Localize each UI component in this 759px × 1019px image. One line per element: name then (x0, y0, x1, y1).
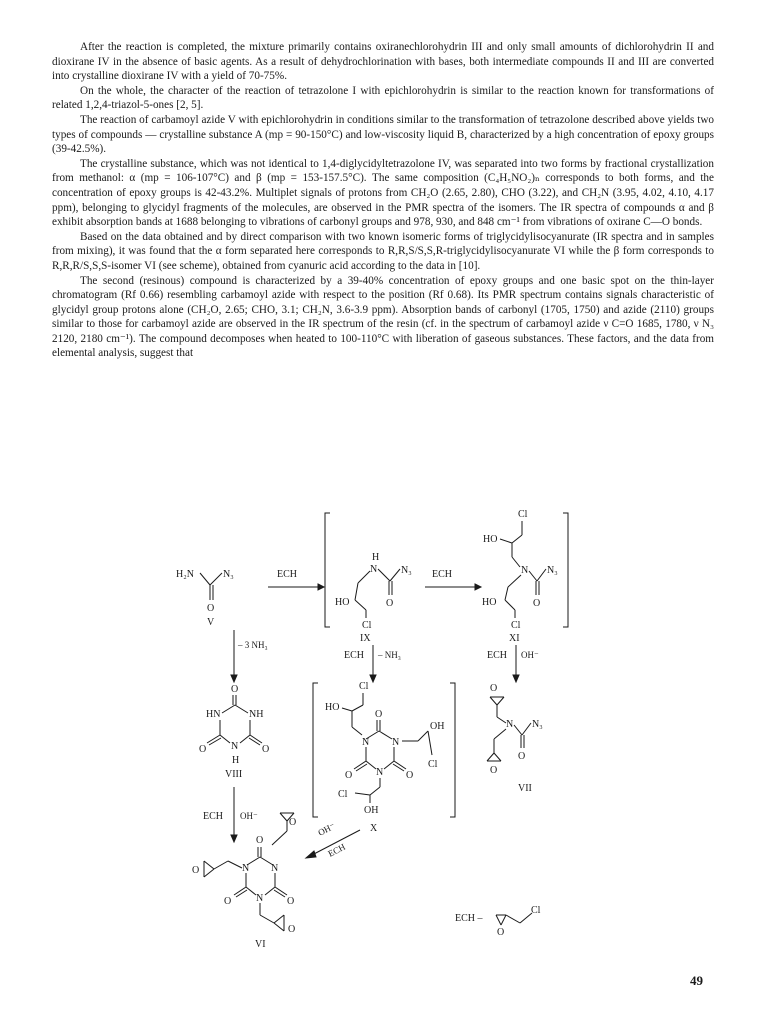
svg-text:O: O (231, 684, 239, 695)
svg-text:O: O (289, 817, 297, 828)
svg-text:O: O (192, 865, 200, 876)
svg-text:N: N (231, 741, 239, 752)
svg-text:Cl: Cl (518, 509, 528, 520)
label-viii: VIII (225, 769, 243, 780)
svg-text:Cl: Cl (428, 759, 438, 770)
svg-text:O: O (224, 896, 232, 907)
arrow-ech-minus-nh3 (344, 645, 401, 682)
paragraph-4: The crystalline substance, which was not identical to 1,4-diglycidyltetrazolone IV, was separated into two forms by fractional crystallization from methanol: α (mp = 106-107°C) and β (mp = 153-157.5°C). The same composition (C₄H₅NO₂)ₙ corresponds to both forms, and the concentration of epoxy groups is 42-43.2%. Multiplet signals of protons from CH₂O (2.65, 2.80), CHO (3.22), and CH₂N (3.95, 4.02, 4.10, 4.17 ppm), belonging to glycidyl fragments of the molecules, are observed in the PMR spectra of the isomers. The IR spectra of compounds α and β exhibit absorption bands at 1688 belonging to vibrations of carbonyl groups and 978, 930, and 848 cm⁻¹ from vibrations of oxirane C—O bonds. (52, 157, 714, 229)
svg-text:O: O (406, 770, 414, 781)
svg-text:HN: HN (206, 709, 221, 720)
svg-text:O: O (287, 896, 295, 907)
arrow-ech-oh-left (203, 787, 258, 842)
compound-x (325, 681, 444, 834)
svg-text:N: N (521, 565, 529, 576)
reaction-scheme-svg (0, 505, 759, 975)
svg-text:– 3 NH₃: – 3 NH₃ (238, 640, 268, 650)
svg-text:N: N (242, 863, 250, 874)
svg-text:N: N (376, 767, 384, 778)
label-ix: IX (360, 633, 371, 644)
page-number: 49 (690, 973, 703, 988)
svg-text:HO: HO (482, 597, 497, 608)
svg-text:HO: HO (325, 702, 340, 713)
svg-text:ECH: ECH (344, 650, 364, 661)
svg-text:O: O (490, 765, 498, 776)
paragraph-1: After the reaction is completed, the mixture primarily contains oxiranechlorohydrin III and only small amounts of dichlorohydrin II and dioxirane IV in the absence of basic agents. As a result of dehydrochlorination with bases, both intermediate compounds II and III are converted into crystalline dioxirane IV with a yield of 70-75%. (52, 41, 714, 83)
svg-text:HO: HO (335, 597, 350, 608)
svg-text:ECH: ECH (326, 841, 347, 859)
paragraph-6: The second (resinous) compound is characterized by a 39-40% concentration of epoxy groups and one basic spot on the thin-layer chromatogram (Rf 0.66) resembling carbamoyl azide with respect to the position (Rf 0.68). Its PMR spectrum contains signals characteristic of glycidyl group protons alone (CH₂O, 2.65; CHO, 3.1; CH₂N, 3.6-3.9 ppm). Absorption bands of carbonyl (1705, 1750) and azide (2110) groups similar to those for carbamoyl azide are observed in the IR spectrum of the resin (cf. in the spectrum of carbamoyl azide ν C=O 1685, 1780, ν N₃ 2120, 2180 cm⁻¹). The compound decomposes when heated to 100-110°C with liberation of gaseous substances. These factors, and the data from elemental analysis, suggest that (52, 274, 714, 360)
compound-viii (199, 684, 269, 780)
svg-text:N: N (506, 719, 514, 730)
label-xi: XI (509, 633, 520, 644)
svg-text:O: O (386, 598, 394, 609)
svg-text:ECH: ECH (487, 650, 507, 661)
svg-text:O: O (490, 683, 498, 694)
svg-text:H: H (372, 552, 380, 563)
label-vi: VI (255, 939, 266, 950)
svg-text:N₃: N₃ (401, 565, 412, 576)
label-vii: VII (518, 783, 532, 794)
paragraph-5: Based on the data obtained and by direct comparison with two known isomeric forms of triglycidylisocyanurate (IR spectra and in samples from mixing), it was found that the α form separated here corresponds to R,R,S/S,S,R-triglycidylisocyanurate VI while the β form corresponds to R,R,R/S,S,S-isomer VI (see scheme), obtained from cyanuric acid according to the data in [10]. (52, 230, 714, 272)
svg-text:H: H (232, 755, 240, 766)
svg-text:OH: OH (430, 721, 445, 732)
svg-text:Cl: Cl (362, 620, 372, 631)
compound-xi (482, 509, 558, 644)
label-v: V (207, 617, 215, 628)
arrow-ech-2 (425, 569, 481, 590)
svg-text:N: N (362, 737, 370, 748)
svg-text:NH: NH (249, 709, 264, 720)
svg-text:O: O (497, 927, 505, 938)
paragraph-3: The reaction of carbamoyl azide V with epichlorohydrin in conditions similar to the transformation of tetrazolone described above yields two types of compounds — crystalline substance A (mp = 90-150°C) and low-viscosity liquid B, characterized by a high concentration of epoxy groups (39-42.5%). (52, 113, 714, 156)
svg-text:N₃: N₃ (532, 719, 543, 730)
svg-text:O: O (345, 770, 353, 781)
svg-text:Cl: Cl (359, 681, 369, 692)
svg-text:H₂N: H₂N (176, 569, 194, 580)
svg-text:O: O (288, 924, 296, 935)
svg-text:OH⁻: OH⁻ (316, 820, 337, 838)
arrow-x-to-vi (306, 821, 360, 859)
svg-text:HO: HO (483, 534, 498, 545)
svg-text:O: O (518, 751, 526, 762)
svg-text:O: O (199, 744, 207, 755)
compound-vii (487, 683, 543, 794)
compound-vi (192, 813, 296, 950)
svg-text:N₃: N₃ (547, 565, 558, 576)
svg-text:N₃: N₃ (223, 569, 234, 580)
label-x: X (370, 823, 378, 834)
svg-text:N: N (392, 737, 400, 748)
arrow-ech-1 (268, 569, 324, 590)
compound-ix (335, 552, 412, 644)
svg-text:ECH: ECH (203, 811, 223, 822)
svg-text:N: N (256, 893, 264, 904)
svg-text:Cl: Cl (338, 789, 348, 800)
svg-text:ECH: ECH (432, 569, 452, 580)
svg-text:ECH: ECH (277, 569, 297, 580)
arrow-minus-3nh3 (231, 630, 268, 682)
svg-text:Cl: Cl (511, 620, 521, 631)
svg-text:O: O (262, 744, 270, 755)
body-text (52, 40, 714, 361)
arrow-ech-oh-right (487, 645, 539, 682)
reaction-scheme (0, 505, 759, 975)
svg-text:ECH –: ECH – (455, 913, 483, 924)
ech-legend (455, 905, 541, 938)
svg-text:O: O (256, 835, 264, 846)
compound-v (176, 569, 234, 628)
svg-text:O: O (533, 598, 541, 609)
svg-text:OH⁻: OH⁻ (521, 650, 539, 660)
svg-text:N: N (370, 564, 378, 575)
svg-text:OH⁻: OH⁻ (240, 811, 258, 821)
svg-text:Cl: Cl (531, 905, 541, 916)
svg-text:– NH₃: – NH₃ (378, 650, 401, 660)
svg-text:O: O (207, 603, 215, 614)
paragraph-2: On the whole, the character of the reaction of tetrazolone I with epichlorohydrin is similar to the reaction known for transformations of related 1,2,4-triazol-5-ones [2, 5]. (52, 84, 714, 112)
svg-text:OH: OH (364, 805, 379, 816)
svg-text:N: N (271, 863, 279, 874)
svg-text:O: O (375, 709, 383, 720)
